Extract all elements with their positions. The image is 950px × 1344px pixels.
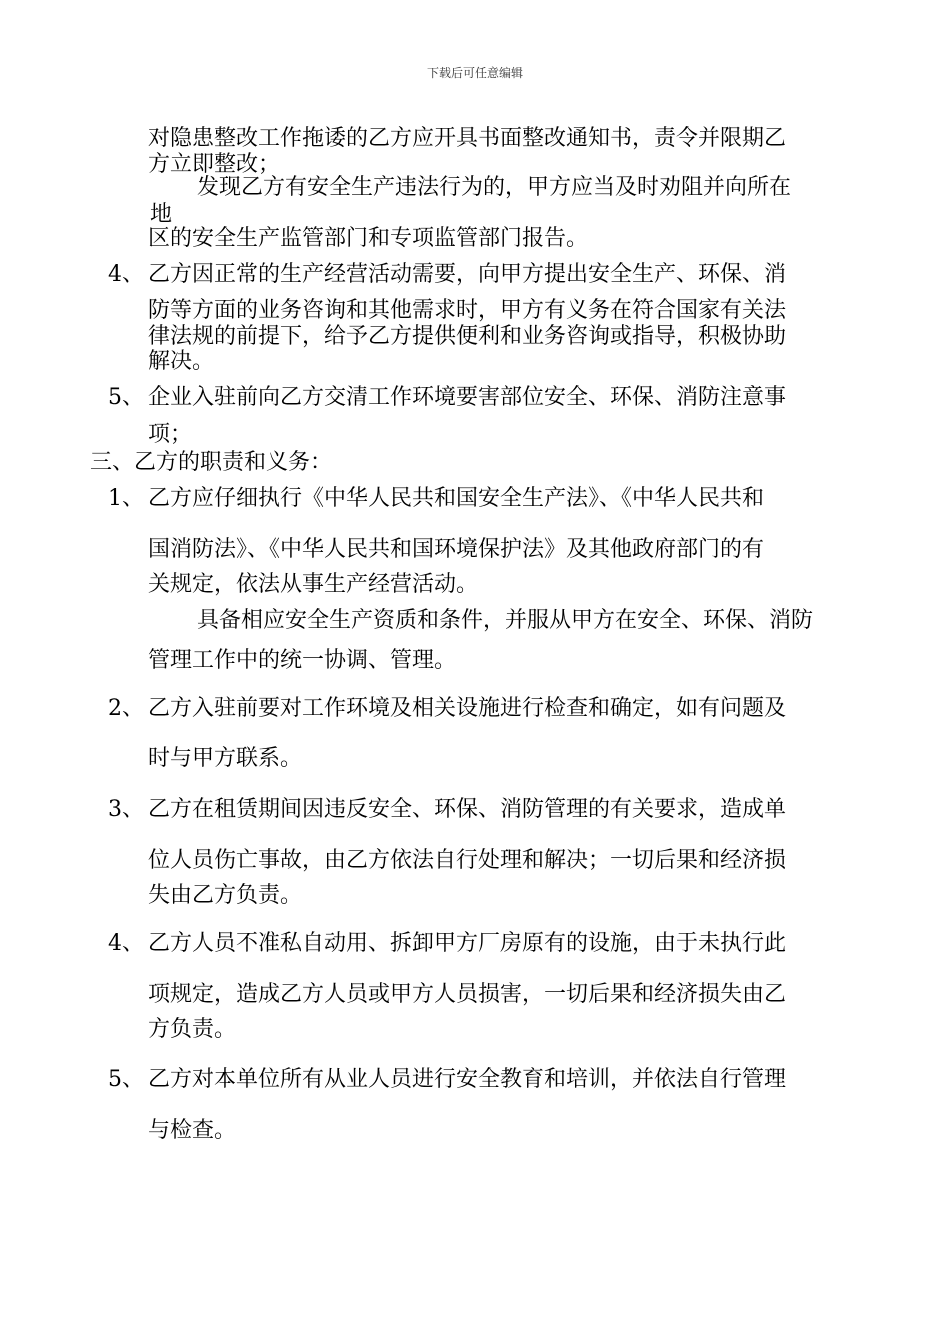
text-line: 项规定，造成乙方人员或甲方人员损害，一切后果和经济损失由乙 [148, 982, 787, 1007]
text-line: 地 [150, 202, 173, 227]
text-line: 乙方应仔细执行《中华人民共和国安全生产法》、《中华人民共和 [148, 486, 765, 511]
text-line: 失由乙方负责。 [148, 883, 303, 908]
text-line: 防等方面的业务咨询和其他需求时，甲方有义务在符合国家有关法 [148, 298, 787, 323]
text-line: 区的安全生产监管部门和专项监管部门报告。 [148, 226, 589, 251]
text-line: 国消防法》、《中华人民共和国环境保护法》及其他政府部门的有 [148, 537, 765, 562]
text-line: 具备相应安全生产资质和条件，并服从甲方在安全、环保、消防 [197, 608, 814, 633]
text-line: 方负责。 [148, 1017, 237, 1042]
page-header: 下载后可任意编辑 [426, 66, 523, 80]
text-line: 律法规的前提下，给予乙方提供便利和业务咨询或指导，积极协助 [148, 324, 787, 349]
text-line: 企业入驻前向乙方交清工作环境要害部位安全、环保、消防注意事 [148, 385, 787, 410]
text-line: 关规定，依法从事生产经营活动。 [148, 572, 479, 597]
text-line: 乙方人员不准私自动用、拆卸甲方厂房原有的设施，由于未执行此 [148, 931, 787, 956]
text-line: 对隐患整改工作拖诿的乙方应开具书面整改通知书，责令并限期乙 [148, 126, 787, 151]
text-line: 乙方因正常的生产经营活动需要，向甲方提出安全生产、环保、消 [148, 262, 787, 287]
text-line: 方立即整改； [148, 152, 281, 177]
list-number: 1、 [108, 486, 144, 511]
text-line: 管理工作中的统一协调、管理。 [148, 648, 457, 673]
list-number: 3、 [108, 797, 144, 822]
text-line: 三、乙方的职责和义务： [90, 450, 333, 475]
text-line: 乙方在租赁期间因违反安全、环保、消防管理的有关要求，造成单 [148, 797, 787, 822]
text-line: 乙方入驻前要对工作环境及相关设施进行检查和确定，如有问题及 [148, 696, 787, 721]
list-number: 4、 [108, 931, 144, 956]
list-number: 2、 [108, 696, 144, 721]
list-number: 4、 [108, 262, 144, 287]
text-line: 位人员伤亡事故，由乙方依法自行处理和解决；一切后果和经济损 [148, 848, 787, 873]
list-number: 5、 [108, 1067, 144, 1092]
text-line: 项； [148, 422, 193, 447]
text-line: 解决。 [148, 349, 215, 374]
list-number: 5、 [108, 385, 144, 410]
text-line: 与检查。 [148, 1118, 237, 1143]
text-line: 时与甲方联系。 [148, 746, 303, 771]
text-line: 乙方对本单位所有从业人员进行安全教育和培训，并依法自行管理 [148, 1067, 787, 1092]
text-line: 发现乙方有安全生产违法行为的，甲方应当及时劝阻并向所在 [197, 175, 792, 200]
